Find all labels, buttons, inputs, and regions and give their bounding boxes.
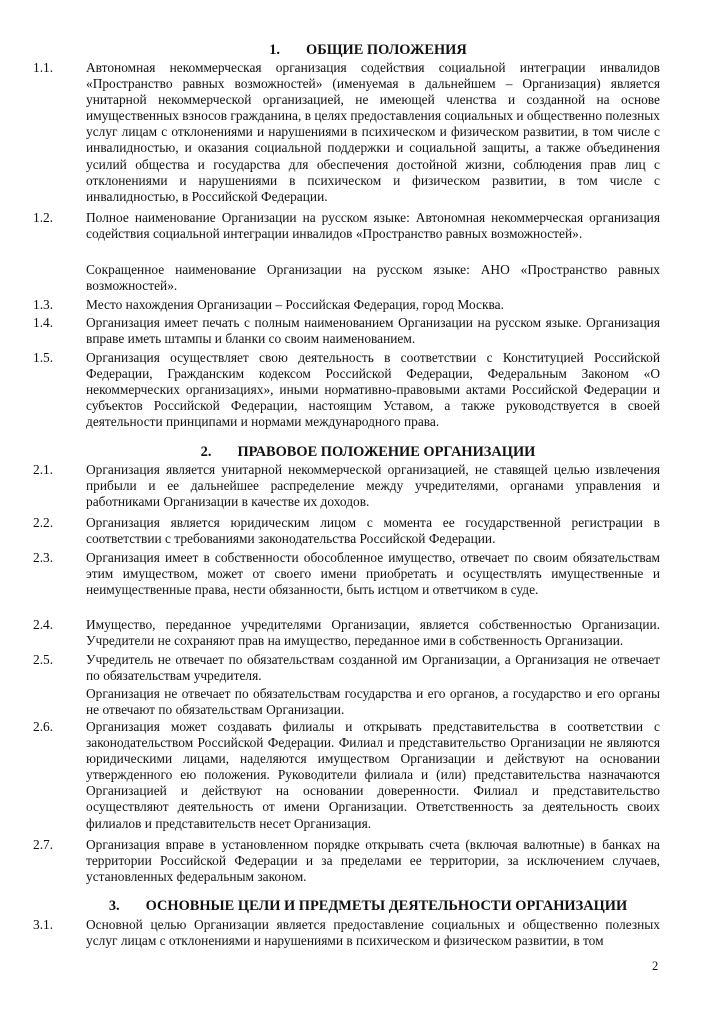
section-heading-2: 2. ПРАВОВОЕ ПОЛОЖЕНИЕ ОРГАНИЗАЦИИ: [200, 444, 536, 460]
clause-1-3: 1.3. Место нахождения Организации – Российская Федерация, город Москва.: [33, 297, 504, 312]
clause-1-1: 1.1. Автономная некоммерческая организация содействия социальной интеграции инвалидов «Пространство равных возможностей» (именуемая в дальнейшем – Организация) является унитарной некоммерческой организацией, не имеющей членства и созданной на основе имущественных взносов гражданина, в целях предоставления социальных и общественно полезных услуг лицам с отклонениями и нарушениями в психическом и физическом развитии, в том числе с инвалидностью, и оказания социальной поддержки и социальной защиты, а также объединения усилий общества и государства для обеспечения достойной жизни, соблюдения прав лиц с отклонениями и нарушениями в психическом и физическом развитии, в том числе с инвалидностью, в Российской Федерации.: [33, 60, 660, 204]
clause-3-1: 3.1. Основной целью Организации является предоставление социальных и общественно полезных услуг лицам с отклонениями и нарушениями в психическом и физическом развитии, в том: [33, 917, 660, 949]
clause-1-2-continuation: Сокращенное наименование Организации на русском языке: АНО «Пространство равных возможностей».: [86, 262, 660, 294]
clause-2-5: 2.5. Учредитель не отвечает по обязательствам созданной им Организации, а Организация не отвечает по обязательствам учредителя.: [33, 652, 660, 684]
page-number: 2: [652, 959, 659, 973]
clause-2-6: 2.6. Организация может создавать филиалы и открывать представительства в соответствии с законодательством Российской Федерации. Филиал и представительство Организации не являются юридическими лицами, наделяются имуществом Организации и действуют на основании утвержденного ею положения. Руководители филиала и (или) представительства назначаются Организацией и действуют на основании доверенности. Филиал и представительство осуществляют деятельность от имени Организации. Ответственность за деятельность своих филиалов и представительств несет Организация.: [33, 719, 660, 831]
clause-2-4: 2.4. Имущество, переданное учредителями Организации, является собственностью Организации. Учредители не сохраняют прав на имущество, переданное ими в собственность Организации.: [33, 617, 660, 649]
clause-2-2: 2.2. Организация является юридическим лицом с момента ее государственной регистрации в соответствии с требованиями законодательства Российской Федерации.: [33, 515, 660, 547]
clause-1-4: 1.4. Организация имеет печать с полным наименованием Организации на русском языке. Организация вправе иметь штампы и бланки со своим наименованием.: [33, 315, 660, 347]
clause-2-5-continuation: Организация не отвечает по обязательствам государства и его органов, а государство и его органы не отвечают по обязательствам Организации.: [86, 686, 660, 718]
clause-2-3: 2.3. Организация имеет в собственности обособленное имущество, отвечает по своим обязательствам этим имуществом, может от своего имени приобретать и осуществлять имущественные и неимущественные права, нести обязанности, быть истцом и ответчиком в суде.: [33, 550, 660, 598]
clause-2-7: 2.7. Организация вправе в установленном порядке открывать счета (включая валютные) в банках на территории Российской Федерации и за пределами ее территории, за исключением случаев, установленных федеральным законом.: [33, 837, 660, 885]
clause-1-2: 1.2. Полное наименование Организации на русском языке: Автономная некоммерческая организация содействия социальной интеграции инвалидов «Пространство равных возможностей».: [33, 210, 660, 242]
clause-2-1: 2.1. Организация является унитарной некоммерческой организацией, не ставящей целью извлечения прибыли и ее дальнейшее распределение между учредителями, органами управления и работниками Организации в качестве их доходов.: [33, 462, 660, 510]
section-heading-3: 3. ОСНОВНЫЕ ЦЕЛИ И ПРЕДМЕТЫ ДЕЯТЕЛЬНОСТИ ОРГАНИЗАЦИИ: [108, 898, 628, 914]
clause-1-5: 1.5. Организация осуществляет свою деятельность в соответствии с Конституцией Российской Федерации, Гражданским кодексом Российской Федерации, Федеральным Законом «О некоммерческих организациях», иными нормативно-правовыми актами Российской Федерации и субъектов Российской Федерации, настоящим Уставом, а также руководствуется в своей деятельности принципами и нормами международного права.: [33, 350, 660, 430]
section-heading-1: 1. ОБЩИЕ ПОЛОЖЕНИЯ: [269, 42, 467, 58]
